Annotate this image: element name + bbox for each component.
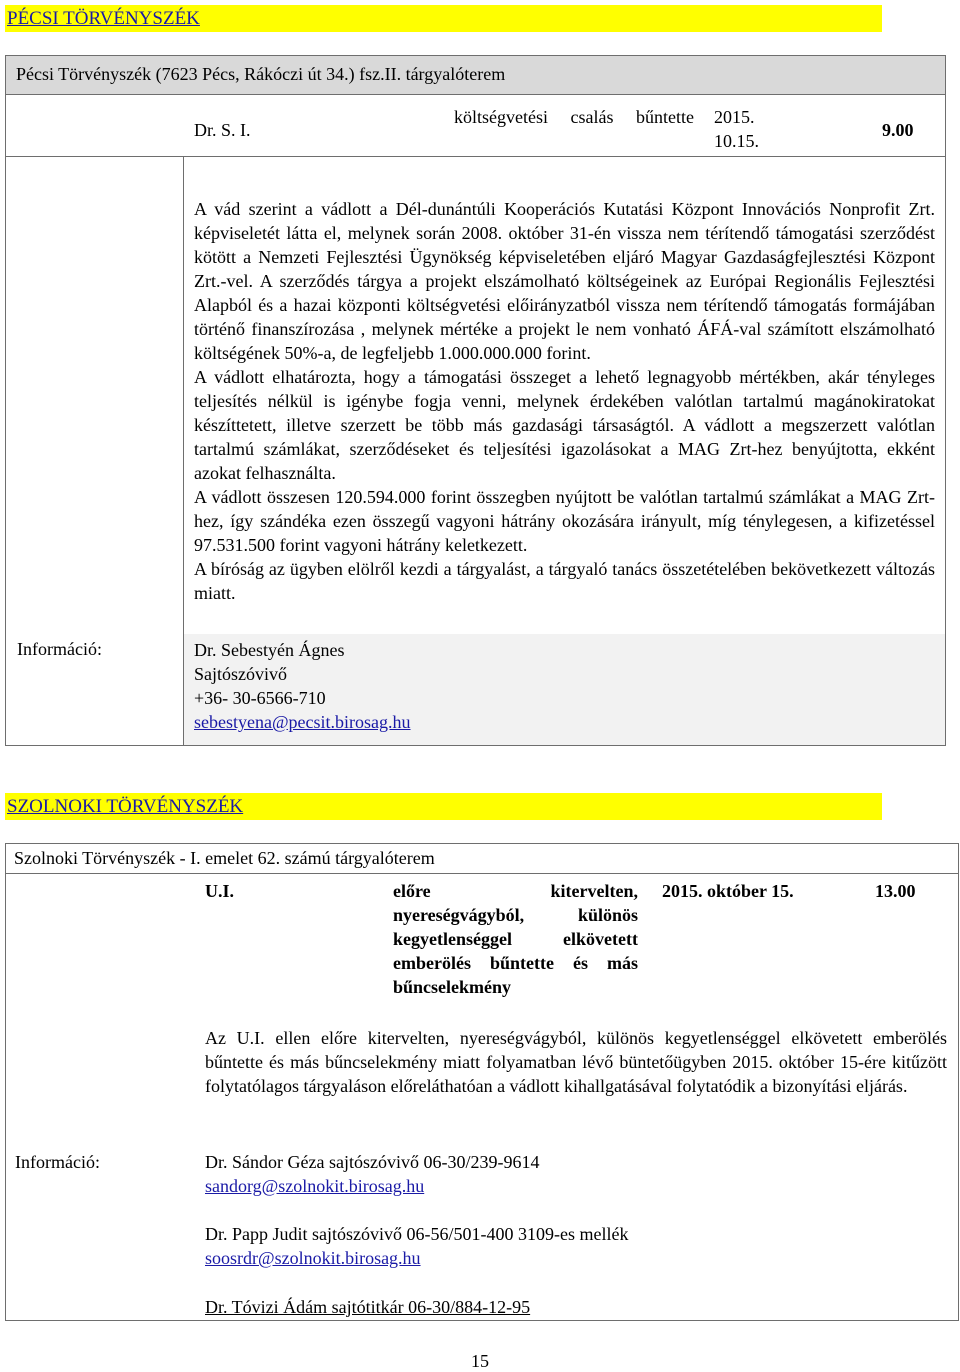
- szolnok-contact-email-link[interactable]: soosrdr@szolnokit.birosag.hu: [205, 1248, 421, 1268]
- page-number: 15: [471, 1351, 489, 1371]
- szolnok-location-row: [5, 843, 959, 874]
- pecs-court-header: [5, 5, 882, 32]
- pecs-info-label-cell: [5, 156, 184, 746]
- szolnok-defendant: U.I.: [205, 881, 235, 901]
- pecs-description-paragraph: A vádlott összesen 120.594.000 forint összegben nyújtott be valótlan tartalmú számlákat a MAG Zrt-hez, így szándéka ezen összegű vagyoni hátrány okozására irányult, míg ténylegesen, a kifizetéssel 97.531.500 forint vagyoni hátrány keletkezett.: [194, 487, 935, 555]
- szolnok-contact-text: Dr. Tóvizi Ádám sajtótitkár 06-30/884-12-95: [205, 1297, 531, 1317]
- pecs-info-label: Információ:: [17, 639, 102, 659]
- szolnok-contact-3: [205, 1295, 530, 1319]
- szolnok-date: 2015. október 15.: [662, 881, 794, 901]
- pecs-defendant: Dr. S. I.: [194, 120, 251, 140]
- szolnok-contact-1: [205, 1150, 539, 1198]
- pecs-description-paragraph: A vádlott elhatározta, hogy a támogatási összeget a lehető legnagyobb mértékben, akár tényleges teljesítés nélkül is igénybe fogja venni, melynek érdekében valótlan tartalmú magánokiratokat készíttetett, illetve szerzett be több más gazdasági társaságtól. A vádlott a megszerzett valótlan tartalmú számlákat, szerződéseket és teljesítési igazolásokat a MAG Zrt-hez benyújtotta, ekként azokat felhasználta.: [194, 367, 935, 483]
- szolnok-contact-text: Dr. Papp Judit sajtószóvivő 06-56/501-400 3109-es mellék: [205, 1224, 629, 1244]
- szolnok-location: Szolnoki Törvényszék - I. emelet 62. számú tárgyalóterem: [14, 848, 435, 868]
- szolnok-contact-2: [205, 1222, 628, 1270]
- szolnok-time: 13.00: [875, 881, 916, 901]
- pecs-case-row: [5, 94, 946, 157]
- pecs-charge: költségvetési csalás bűntette: [454, 107, 694, 127]
- szolnok-contact-email-link[interactable]: sandorg@szolnokit.birosag.hu: [205, 1176, 425, 1196]
- pecs-description: [194, 197, 935, 605]
- pecs-info-box: [5, 156, 946, 746]
- szolnok-box: [5, 843, 959, 1321]
- pecs-contact-role: Sajtószóvivő: [194, 664, 287, 684]
- szolnok-court-header: [5, 793, 882, 820]
- pecs-date: 2015. 10.15.: [714, 107, 759, 151]
- pecs-description-paragraph: A bíróság az ügyben elölről kezdi a tárgyalást, a tárgyaló tanács összetételében bekövetkezett változás miatt.: [194, 559, 935, 603]
- pecs-contact: [194, 638, 411, 734]
- szolnok-court-header-text: SZOLNOKI TÖRVÉNYSZÉK: [7, 796, 244, 817]
- pecs-description-paragraph: A vád szerint a vádlott a Dél-dunántúli Kooperációs Kutatási Központ Innovációs Nonprofit Zrt. képviseletét látta el, melynek során 2008. október 31-én vissza nem térítendő támogatási szerződést kötött a Nemzeti Fejlesztési Ügynökség képviseletében eljáró Magyar Gazdaságfejlesztési Központ Zrt.-vel. A szerződés tárgya a projekt elszámolható költségeinek az Európai Regionális Fejlesztési Alapból és a hazai központi költségvetési előirányzatból vissza nem térítendő támogatás formájában történő finanszírozása , melynek mértéke a projekt le nem vonható ÁFÁ-val számított elszámolható költségének 50%-a, de legfeljebb 1.000.000.000 forint.: [194, 199, 935, 363]
- pecs-location: Pécsi Törvényszék (7623 Pécs, Rákóczi út 34.) fsz.II. tárgyalóterem: [16, 64, 506, 84]
- pecs-contact-email-link[interactable]: sebestyena@pecsit.birosag.hu: [194, 712, 411, 732]
- szolnok-info-label: Információ:: [15, 1152, 100, 1172]
- pecs-location-box: [5, 55, 946, 95]
- szolnok-description: Az U.I. ellen előre kitervelten, nyereségvágyból, különös kegyetlenséggel elkövetett emberölés bűntette és más bűncselekmény miatt folyamatban lévő büntetőügyben 2015. október 15-ére kitűzött folytatólagos tárgyaláson előreláthatóan a vádlott kihallgatásával folytatódik a bizonyítási eljárás.: [205, 1028, 947, 1096]
- pecs-contact-phone: +36- 30-6566-710: [194, 688, 326, 708]
- szolnok-charge: előre kitervelten, nyereségvágyból, különös kegyetlenséggel elkövetett emberölés bűntette és más bűncselekmény: [393, 881, 638, 997]
- pecs-court-header-text: PÉCSI TÖRVÉNYSZÉK: [7, 8, 200, 29]
- pecs-time: 9.00: [882, 120, 914, 140]
- szolnok-contact-text: Dr. Sándor Géza sajtószóvivő 06-30/239-9614: [205, 1152, 540, 1172]
- pecs-contact-name: Dr. Sebestyén Ágnes: [194, 640, 345, 660]
